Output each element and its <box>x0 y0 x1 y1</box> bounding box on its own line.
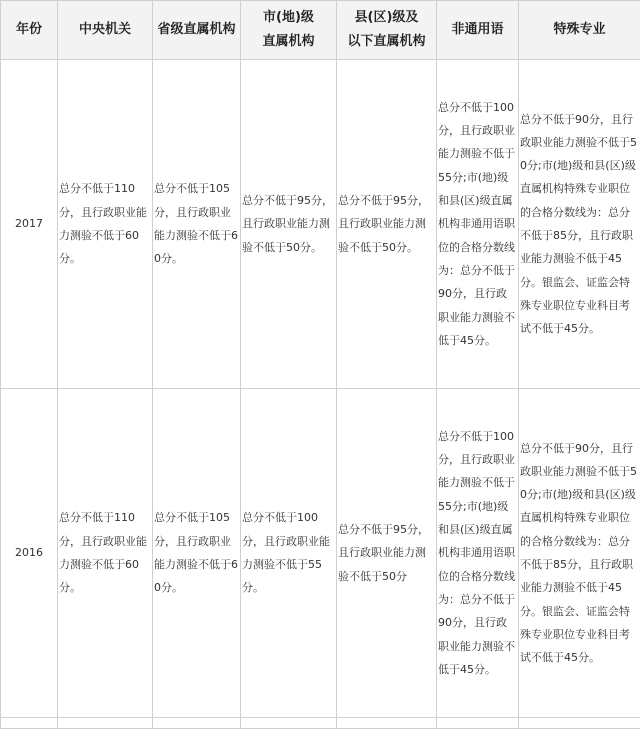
cell-year: 2016 <box>1 389 58 718</box>
cell-county: 总分不低于95分，且行政职业能力测验不低于50分 <box>337 389 437 718</box>
cell-nonuniversal: 总分不低于100分，且行政职业能力测验不低于55分;市(地)级和县(区)级直属机构非通用语职位的合格分数线为：总分不低于90分，且行政职业能力测验不低于45分。 <box>437 60 519 389</box>
table-row <box>1 60 640 389</box>
cell-central: 总分不低于110分，且行政职业能力测验不低于60分。 <box>58 60 153 389</box>
header-city-line2: 直属机构 <box>262 34 314 49</box>
cell-county: 总分不低于95分，且行政职业能力测验不低于50分。 <box>337 60 437 389</box>
header-central: 中央机关 <box>58 1 153 60</box>
cell-empty <box>519 718 640 729</box>
header-county <box>337 1 437 60</box>
cell-empty <box>1 718 58 729</box>
header-year: 年份 <box>1 1 58 60</box>
cell-empty <box>153 718 241 729</box>
cell-empty <box>241 718 337 729</box>
cell-year: 2017 <box>1 60 58 389</box>
cell-empty <box>58 718 153 729</box>
header-row <box>1 1 640 60</box>
header-provincial: 省级直属机构 <box>153 1 241 60</box>
cell-special: 总分不低于90分，且行政职业能力测验不低于50分;市(地)级和县(区)级直属机构特殊专业职位的合格分数线为：总分不低于85分，且行政职业能力测验不低于45分。银监会、证监会特殊专业职位专业科目考试不低于45分。 <box>519 60 640 389</box>
cell-city: 总分不低于100分，且行政职业能力测验不低于55分。 <box>241 389 337 718</box>
header-county-line1: 县(区)级及 <box>355 10 419 25</box>
cell-empty <box>437 718 519 729</box>
header-city <box>241 1 337 60</box>
cell-special: 总分不低于90分，且行政职业能力测验不低于50分;市(地)级和县(区)级直属机构特殊专业职位的合格分数线为：总分不低于85分，且行政职业能力测验不低于45分。银监会、证监会特殊专业职位专业科目考试不低于45分。 <box>519 389 640 718</box>
table-row <box>1 389 640 718</box>
table-row-partial <box>1 718 640 729</box>
cell-provincial: 总分不低于105分，且行政职业能力测验不低于60分。 <box>153 60 241 389</box>
header-county-line2: 以下直属机构 <box>347 34 425 49</box>
header-special: 特殊专业 <box>519 1 640 60</box>
cell-empty <box>337 718 437 729</box>
header-nonuniversal: 非通用语 <box>437 1 519 60</box>
cell-nonuniversal: 总分不低于100分，且行政职业能力测验不低于55分;市(地)级和县(区)级直属机构非通用语职位的合格分数线为：总分不低于90分，且行政职业能力测验不低于45分。 <box>437 389 519 718</box>
cell-provincial: 总分不低于105分，且行政职业能力测验不低于60分。 <box>153 389 241 718</box>
cell-city: 总分不低于95分，且行政职业能力测验不低于50分。 <box>241 60 337 389</box>
cell-central: 总分不低于110分，且行政职业能力测验不低于60分。 <box>58 389 153 718</box>
header-city-line1: 市(地)级 <box>263 10 314 25</box>
